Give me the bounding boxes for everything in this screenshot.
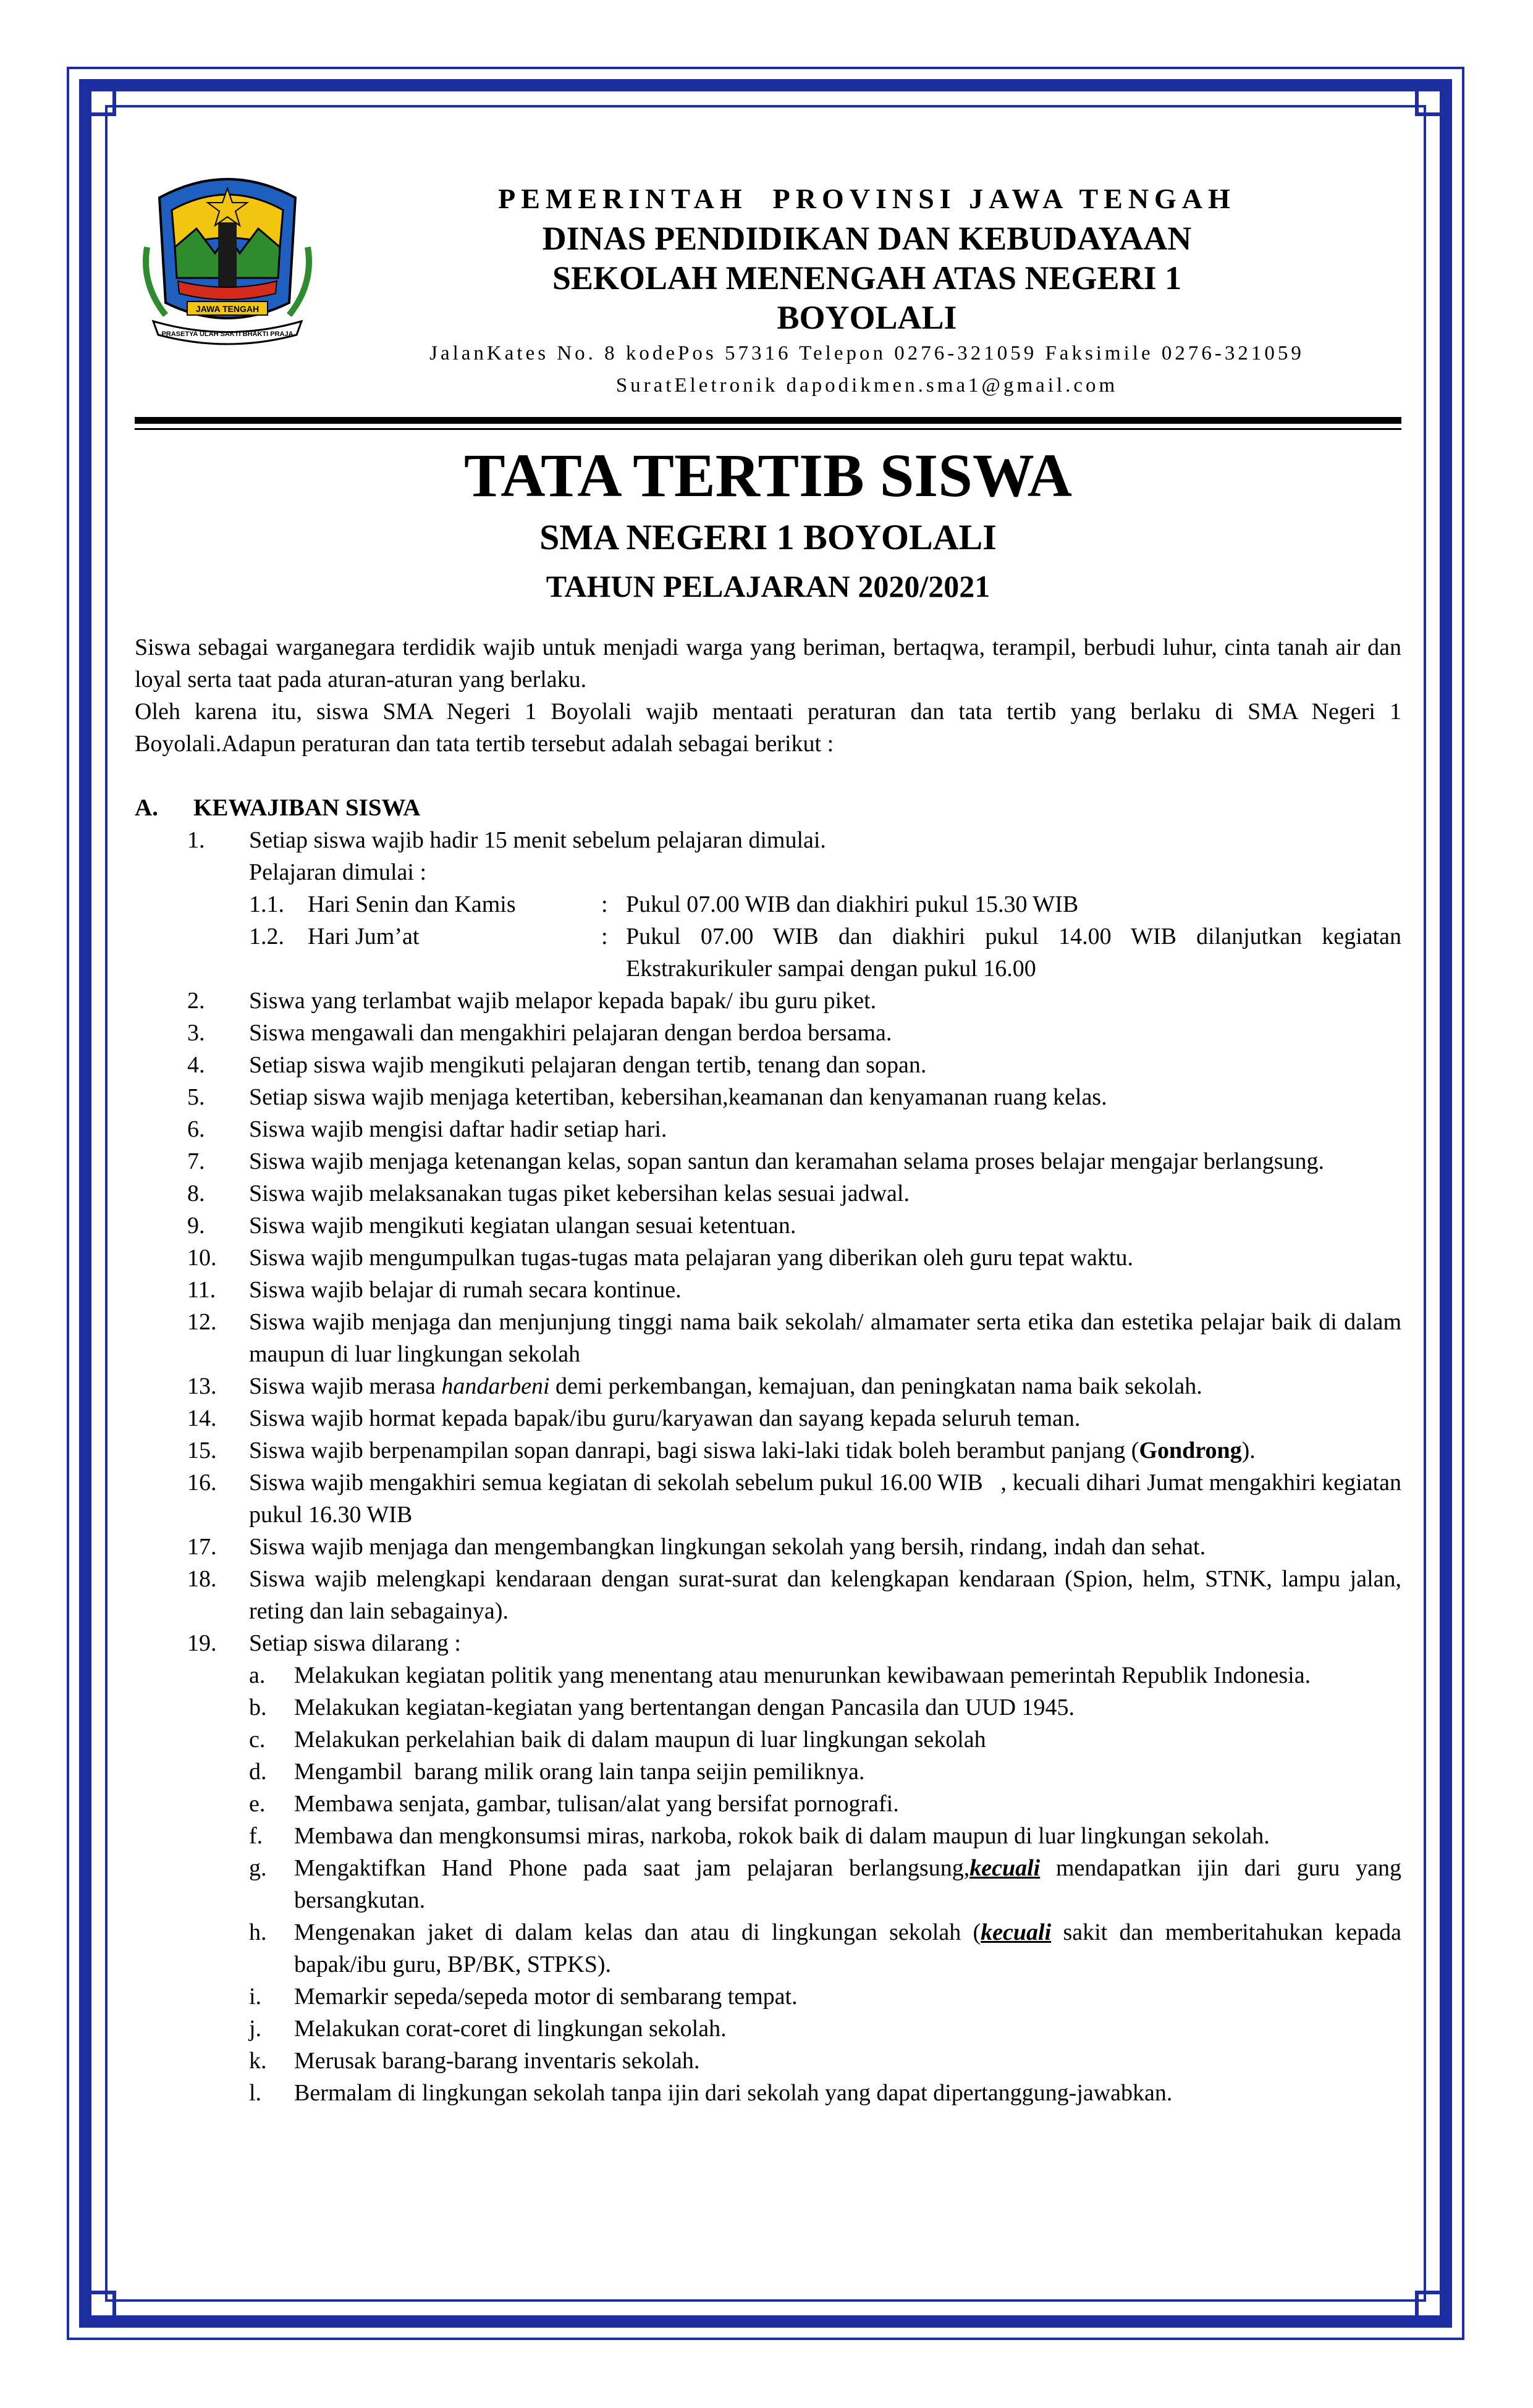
schedule-time: Pukul 07.00 WIB dan diakhiri pukul 14.00 WIB dilanjutkan kegiatan Ekstrakurikuler sampai dengan pukul 16.00 — [626, 924, 1401, 982]
section-letter: A. — [135, 794, 158, 821]
item-text — [294, 1852, 1401, 1916]
schedule-day: Hari Jum’at — [308, 924, 420, 949]
list-item — [135, 1627, 1401, 1659]
school-address: JalanKates No. 8 kodePos 57316 Telepon 0276-321059 Faksimile 0276-321059 — [429, 342, 1304, 364]
corner-ornament-tl — [79, 79, 116, 116]
list-item — [135, 1563, 1401, 1627]
list-item — [135, 1113, 1401, 1145]
document-subtitle: SMA NEGERI 1 BOYOLALI — [539, 517, 997, 557]
item-text: Siswa wajib mengakhiri semua kegiatan di sekolah sebelum pukul 16.00 WIB , kecuali dihari Jumat mengakhiri kegiatan pukul 16.30 WIB — [249, 1470, 1408, 1528]
item-number: 8. — [187, 1181, 205, 1206]
school-email: SuratEletronik dapodikmen.sma1@gmail.com — [615, 374, 1118, 397]
department-name: DINAS PENDIDIKAN DAN KEBUDAYAAN — [542, 220, 1192, 257]
section-a-heading — [135, 792, 1401, 824]
letterhead — [135, 154, 1401, 414]
school-name: SEKOLAH MENENGAH ATAS NEGERI 1 — [552, 259, 1182, 297]
jawa-tengah-emblem-icon — [135, 154, 320, 352]
item-text: Setiap siswa wajib menjaga ketertiban, kebersihan,keamanan dan kenyamanan ruang kelas. — [249, 1084, 1107, 1110]
corner-ornament-tr — [1415, 79, 1452, 116]
item-text: Setiap siswa wajib hadir 15 menit sebelum pelajaran dimulai. — [249, 827, 826, 853]
item-letter: f. — [249, 1823, 263, 1849]
item-number: 4. — [187, 1052, 205, 1078]
item-text-post: ). — [1241, 1438, 1256, 1463]
item-number: 9. — [187, 1213, 205, 1239]
item-text — [249, 1434, 1401, 1467]
item-text-pre: Mengaktifkan Hand Phone pada saat jam pelajaran berlangsung, — [294, 1855, 970, 1881]
academic-year: TAHUN PELAJARAN 2020/2021 — [546, 569, 990, 604]
prohibition-item — [135, 1788, 1401, 1820]
province-name: PEMERINTAH PROVINSI JAWA TENGAH — [498, 183, 1236, 214]
corner-ornament-br — [1415, 2291, 1452, 2328]
item-text: Siswa yang terlambat wajib melapor kepada bapak/ ibu guru piket. — [249, 988, 877, 1014]
item-text-emphasis: kecuali — [969, 1855, 1041, 1881]
item-number: 13. — [187, 1373, 217, 1399]
item-letter: d. — [249, 1759, 267, 1785]
item-letter: k. — [249, 2048, 267, 2074]
item-number: 15. — [187, 1438, 217, 1463]
item-text: Siswa wajib melaksanakan tugas piket kebersihan kelas sesuai jadwal. — [249, 1181, 910, 1206]
item-text: Siswa wajib mengisi daftar hadir setiap hari. — [249, 1116, 667, 1142]
item-number: 19. — [187, 1630, 217, 1656]
list-item — [135, 985, 1401, 1017]
prohibition-item — [135, 1756, 1401, 1788]
list-item — [135, 1210, 1401, 1242]
item-text: Siswa wajib mengikuti kegiatan ulangan sesuai ketentuan. — [249, 1213, 796, 1239]
list-item — [135, 824, 1401, 856]
item-text-emphasis: kecuali — [981, 1919, 1052, 1945]
schedule-row — [135, 920, 1401, 985]
item-text: Siswa wajib melengkapi kendaraan dengan surat-surat dan kelengkapan kendaraan (Spion, helm, STNK, lampu jalan, reting dan lain sebagainya). — [249, 1566, 1401, 1624]
item-text: Setiap siswa dilarang : — [249, 1630, 461, 1656]
prohibition-item — [135, 1691, 1401, 1724]
item-text-pre: Siswa wajib merasa — [249, 1373, 442, 1399]
schedule-table — [135, 888, 1401, 985]
item-number: 3. — [187, 1020, 205, 1046]
intro-paragraph-1: Siswa sebagai warganegara terdidik wajib untuk menjadi warga yang beriman, bertaqwa, terampil, berbudi luhur, cinta tanah air dan loyal serta taat pada aturan-aturan yang berlaku. — [135, 634, 1401, 693]
item-number: 12. — [187, 1309, 217, 1335]
item-text: Melakukan perkelahian baik di dalam maupun di luar lingkungan sekolah — [294, 1727, 986, 1753]
item-text — [294, 1916, 1401, 1981]
item-number: 1. — [187, 827, 205, 853]
schedule-row — [135, 888, 1401, 920]
item-text: Membawa dan mengkonsumsi miras, narkoba, rokok baik di dalam maupun di luar lingkungan sekolah. — [294, 1823, 1270, 1849]
item-number: 10. — [187, 1245, 217, 1271]
item-text-pre: Mengenakan jaket di dalam kelas dan atau di lingkungan sekolah ( — [294, 1919, 981, 1945]
item-letter: e. — [249, 1791, 266, 1817]
item-number: 14. — [187, 1405, 217, 1431]
item-text: Siswa wajib mengumpulkan tugas-tugas mata pelajaran yang diberikan oleh guru tepat waktu. — [249, 1245, 1133, 1271]
intro-paragraph-2: Oleh karena itu, siswa SMA Negeri 1 Boyolali wajib mentaati peraturan dan tata tertib yang berlaku di SMA Negeri 1 Boyolali.Adapun peraturan dan tata tertib tersebut adalah sebagai berikut : — [135, 699, 1401, 757]
item-number: 6. — [187, 1116, 205, 1142]
document-title-block — [135, 439, 1401, 608]
item-letter: j. — [249, 2016, 262, 2042]
item-text: Setiap siswa wajib mengikuti pelajaran dengan tertib, tenang dan sopan. — [249, 1052, 927, 1078]
item-letter: g. — [249, 1855, 267, 1881]
prohibition-item — [135, 1981, 1401, 2013]
item-text: Melakukan kegiatan-kegiatan yang bertentangan dengan Pancasila dan UUD 1945. — [294, 1694, 1075, 1720]
document-title: TATA TERTIB SISWA — [464, 441, 1072, 510]
item-text: Merusak barang-barang inventaris sekolah. — [294, 2048, 700, 2074]
list-item — [135, 1531, 1401, 1563]
item-text — [249, 1370, 1401, 1402]
item-text: Siswa wajib menjaga ketenangan kelas, sopan santun dan keramahan selama proses belajar mengajar berlangsung. — [249, 1148, 1325, 1174]
schedule-colon: : — [601, 891, 608, 917]
prohibition-item — [135, 1724, 1401, 1756]
item-number: 16. — [187, 1470, 217, 1496]
prohibition-item — [135, 1820, 1401, 1852]
list-item — [135, 1467, 1408, 1531]
item-letter: h. — [249, 1919, 267, 1945]
list-item — [135, 1177, 1401, 1210]
item-text: Mengambil barang milik orang lain tanpa seijin pemiliknya. — [294, 1759, 865, 1785]
schedule-label: Pelajaran dimulai : — [249, 859, 427, 885]
item-text-post: demi perkembangan, kemajuan, dan peningkatan nama baik sekolah. — [549, 1373, 1202, 1399]
section-title: KEWAJIBAN SISWA — [193, 794, 421, 821]
item-number: 5. — [187, 1084, 205, 1110]
item-text: Melakukan kegiatan politik yang menentang atau menurunkan kewibawaan pemerintah Republik Indonesia. — [294, 1662, 1311, 1688]
item-letter: b. — [249, 1694, 267, 1720]
corner-ornament-bl — [79, 2291, 116, 2328]
prohibition-item — [135, 2077, 1401, 2109]
list-item — [135, 1081, 1401, 1113]
item-text: Memarkir sepeda/sepeda motor di sembarang tempat. — [294, 1984, 798, 2010]
prohibition-item — [135, 1852, 1401, 1916]
list-item — [135, 1402, 1401, 1434]
item-letter: a. — [249, 1662, 266, 1688]
item-text: Membawa senjata, gambar, tulisan/alat yang bersifat pornografi. — [294, 1791, 899, 1817]
item-text: Bermalam di lingkungan sekolah tanpa ijin dari sekolah yang dapat dipertanggung-jawabkan. — [294, 2080, 1173, 2106]
item-letter: c. — [249, 1727, 266, 1753]
item-letter: i. — [249, 1984, 262, 2010]
list-item — [135, 1370, 1401, 1402]
letterhead-rule-thick — [135, 417, 1401, 424]
item-text: Siswa wajib belajar di rumah secara kontinue. — [249, 1277, 682, 1303]
item-text: Siswa wajib menjaga dan mengembangkan lingkungan sekolah yang bersih, rindang, indah dan sehat. — [249, 1534, 1206, 1560]
schedule-number: 1.2. — [249, 924, 284, 949]
item-text: Melakukan corat-coret di lingkungan sekolah. — [294, 2016, 727, 2042]
item-number: 17. — [187, 1534, 217, 1560]
letterhead-rule-thin — [135, 428, 1401, 430]
prohibition-item — [135, 2045, 1401, 2077]
document-body — [135, 154, 1408, 2109]
item-text: Siswa wajib hormat kepada bapak/ibu guru/karyawan dan sayang kepada seluruh teman. — [249, 1405, 1081, 1431]
item-number: 2. — [187, 988, 205, 1014]
list-item — [135, 1017, 1401, 1049]
schedule-time: Pukul 07.00 WIB dan diakhiri pukul 15.30 WIB — [626, 891, 1079, 917]
item-letter: l. — [249, 2080, 262, 2106]
schedule-number: 1.1. — [249, 891, 284, 917]
prohibition-item — [135, 1916, 1401, 1981]
list-item — [135, 1306, 1401, 1370]
list-item — [135, 1274, 1401, 1306]
obligations-list-continued — [135, 985, 1408, 1659]
prohibition-item — [135, 2013, 1401, 2045]
school-city: BOYOLALI — [777, 299, 957, 336]
item-text: Siswa mengawali dan mengakhiri pelajaran dengan berdoa bersama. — [249, 1020, 892, 1046]
obligations-list — [135, 824, 1401, 856]
list-item — [135, 1434, 1401, 1467]
list-item — [135, 1145, 1401, 1177]
letterhead-text — [332, 179, 1401, 402]
schedule-colon: : — [601, 924, 608, 949]
item-number: 7. — [187, 1148, 205, 1174]
schedule-day: Hari Senin dan Kamis — [308, 891, 516, 917]
item-text-bold: Gondrong — [1139, 1438, 1242, 1463]
prohibitions-list — [135, 1659, 1401, 2109]
item-number: 11. — [187, 1277, 216, 1303]
item-text-post: mendapatkan ijin dari guru yang bersangkutan. — [294, 1855, 1401, 1913]
list-item — [135, 1049, 1401, 1081]
logo-banner-text: JAWA TENGAH — [195, 304, 260, 314]
item-text: Siswa wajib menjaga dan menjunjung tinggi nama baik sekolah/ almamater serta etika dan estetika pelajar baik di dalam maupun di luar lingkungan sekolah — [249, 1309, 1401, 1367]
item-text-pre: Siswa wajib berpenampilan sopan danrapi, bagi siswa laki-laki tidak boleh berambut panjang ( — [249, 1438, 1139, 1463]
list-item — [135, 1242, 1401, 1274]
item-text-emphasis: handarbeni — [441, 1373, 550, 1399]
item-number: 18. — [187, 1566, 217, 1592]
item-text-post: sakit dan memberitahukan kepada bapak/ibu guru, BP/BK, STPKS). — [294, 1919, 1401, 1977]
prohibition-item — [135, 1659, 1401, 1691]
logo-motto-text: PRASETYA ULAH SAKTI BHAKTI PRAJA — [161, 330, 294, 338]
